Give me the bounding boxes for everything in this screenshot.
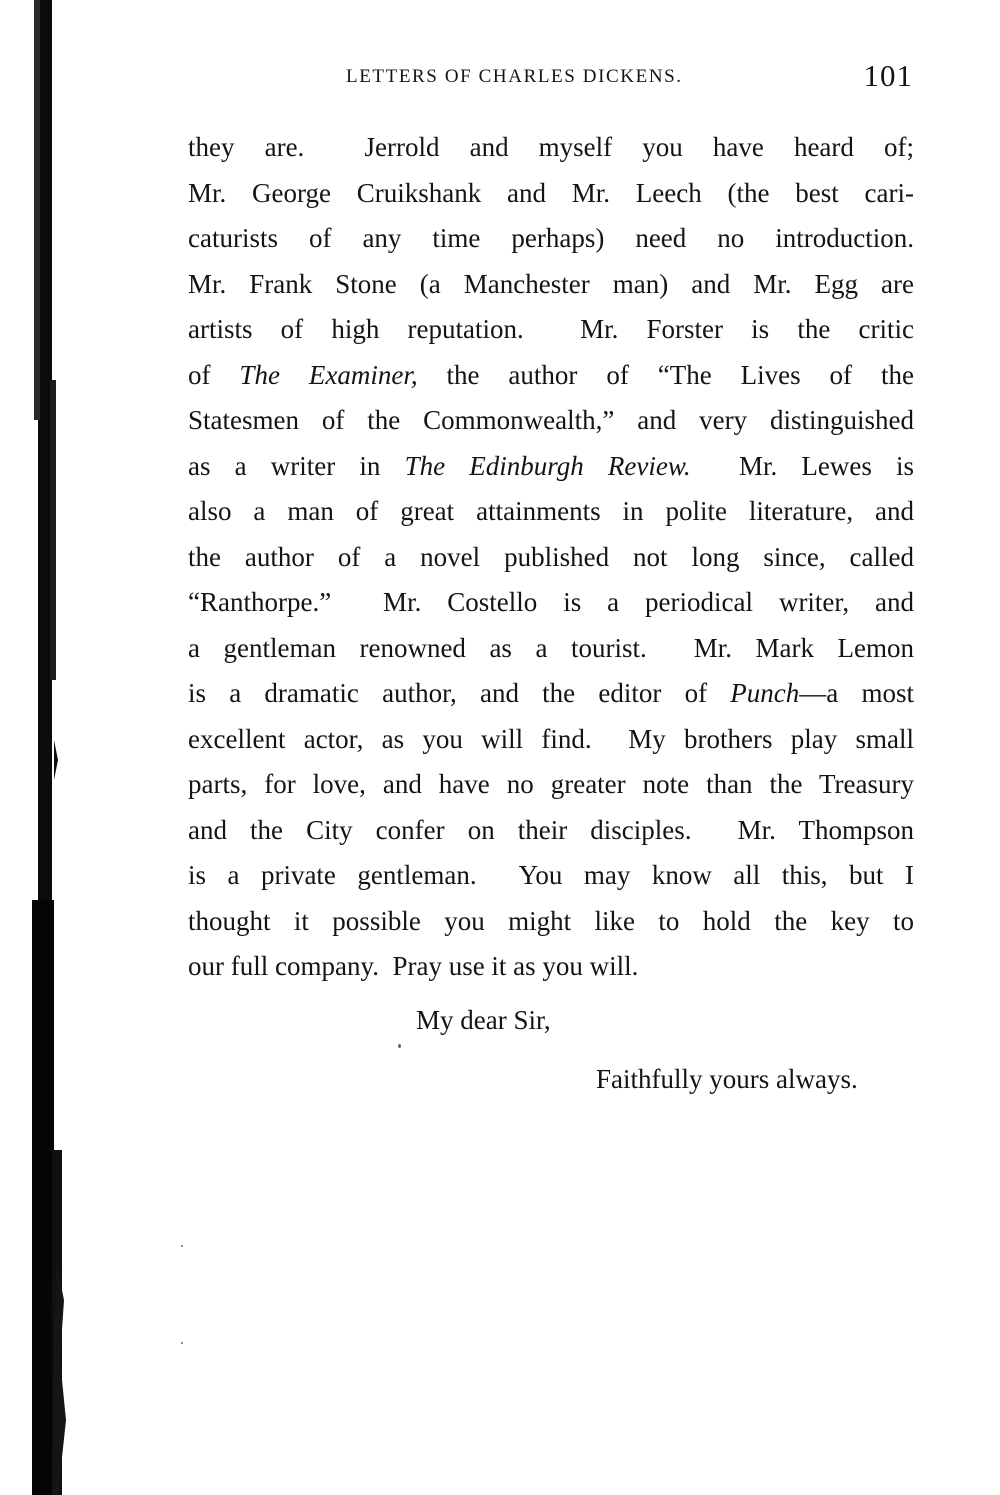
text-line xyxy=(188,171,914,217)
letter-body xyxy=(188,125,914,990)
text-run: the author of a novel published not long since, called xyxy=(188,541,914,572)
text-line xyxy=(188,307,914,353)
text-line xyxy=(188,398,914,444)
text-run: —a most xyxy=(799,678,914,708)
text-run: thought it possible you might like to hold the key to xyxy=(188,905,914,936)
text-run: Mr. Frank Stone (a Manchester man) and Mr. Egg are xyxy=(188,268,914,299)
text-run: our full company. Pray use it as you will. xyxy=(188,951,639,981)
text-run: excellent actor, as you will find. My brothers play small xyxy=(188,723,914,754)
page-binding-shadow xyxy=(24,0,68,1495)
text-run: the author of “The Lives of the xyxy=(417,359,914,390)
text-run: is a private gentleman. You may know all this, but I xyxy=(188,860,914,890)
text-run: as a writer in xyxy=(188,450,405,481)
text-line xyxy=(188,580,914,626)
text-run: they are. Jerrold and myself you have heard of; xyxy=(188,132,914,162)
text-line xyxy=(188,762,914,808)
salutation: My dear Sir, xyxy=(416,1005,551,1035)
text-run: is a dramatic author, and the editor of xyxy=(188,678,731,708)
italic-title: The Examiner, xyxy=(239,359,418,390)
text-line xyxy=(188,853,914,899)
italic-title: The Edinburgh Review. xyxy=(404,450,691,481)
text-run: and the City confer on their disciples. Mr. Thompson xyxy=(188,814,914,845)
text-run: parts, for love, and have no greater note than the Treasury xyxy=(188,769,914,799)
paper-speck xyxy=(181,1245,183,1247)
text-line xyxy=(188,944,914,990)
running-head xyxy=(188,60,915,100)
text-line xyxy=(188,899,914,945)
italic-title: Punch xyxy=(730,678,800,708)
text-line xyxy=(188,125,914,171)
text-run: “Ranthorpe.” Mr. Costello is a periodical writer, and xyxy=(188,587,914,617)
text-run: Statesmen of the Commonwealth,” and very distinguished xyxy=(188,405,914,435)
text-line xyxy=(188,535,914,581)
text-run: Mr. Lewes is xyxy=(690,450,915,481)
text-line xyxy=(188,626,914,672)
text-run: caturists of any time perhaps) need no introduction. xyxy=(188,223,914,253)
text-run: artists of high reputation. Mr. Forster is the critic xyxy=(188,314,914,344)
text-line xyxy=(188,216,914,262)
text-line xyxy=(188,262,914,308)
text-line xyxy=(188,671,914,717)
text-line xyxy=(188,808,914,854)
page-number: 101 xyxy=(863,58,913,93)
paper-speck xyxy=(181,1342,183,1344)
text-line xyxy=(188,489,914,535)
text-run: also a man of great attainments in polite literature, and xyxy=(188,496,914,526)
text-line xyxy=(188,353,914,399)
text-run: of xyxy=(188,359,240,390)
text-run: a gentleman renowned as a tourist. Mr. Mark Lemon xyxy=(188,632,914,663)
text-line xyxy=(188,444,914,490)
text-run: Mr. George Cruikshank and Mr. Leech (the best cari- xyxy=(188,177,914,208)
text-line xyxy=(188,717,914,763)
valediction: Faithfully yours always. xyxy=(596,1064,858,1094)
paper-speck xyxy=(398,1044,401,1048)
running-title: LETTERS OF CHARLES DICKENS. xyxy=(346,66,683,87)
